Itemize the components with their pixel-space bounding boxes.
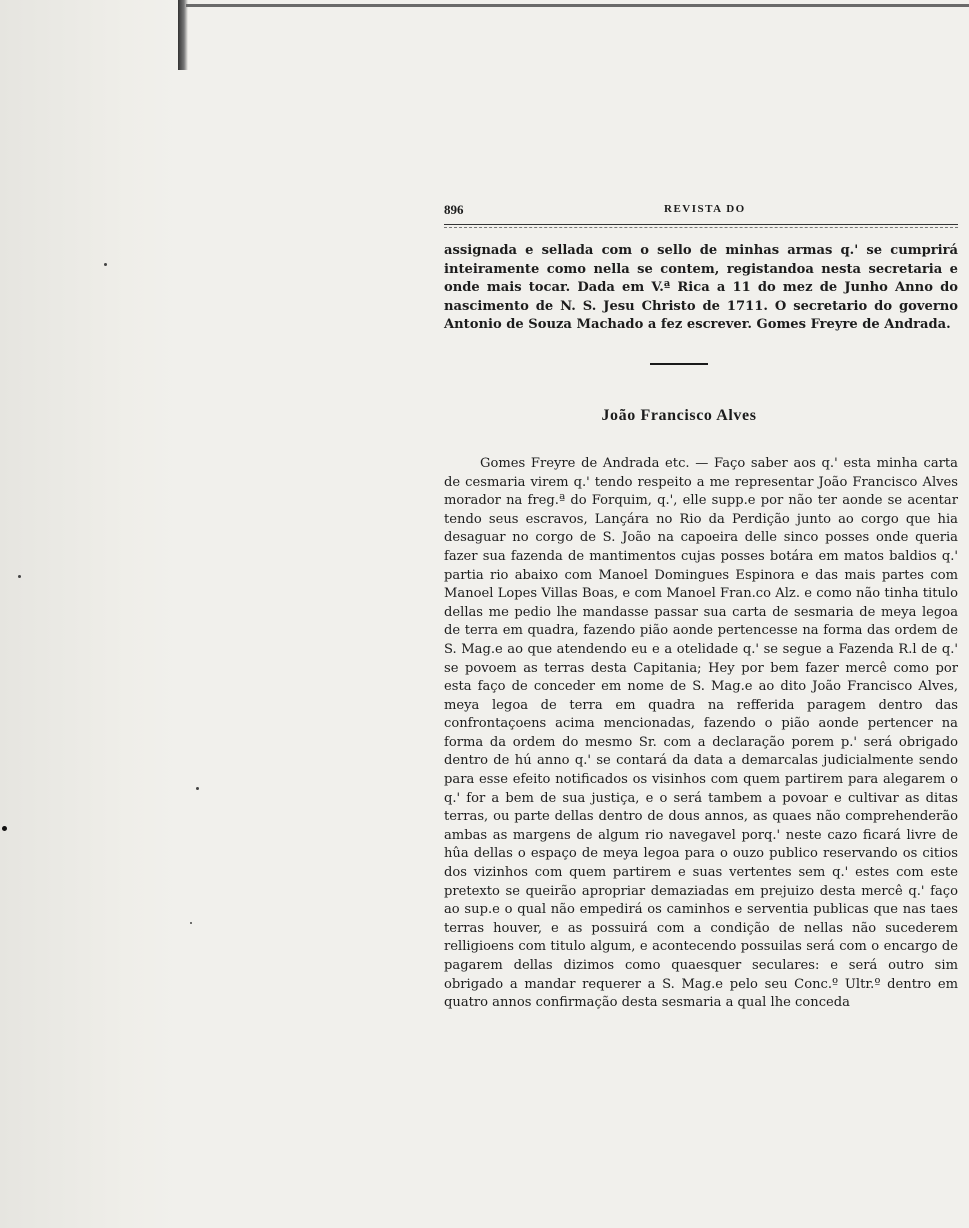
scan-speck [2, 826, 7, 831]
scan-speck [196, 787, 199, 790]
closing-paragraph: assignada e sellada com o sello de minhas armas q.' se cumprirá inteiramente como nella se contem, registandoa nesta secretaria e onde mais tocar. Dada em V.ª Rica a 11 do mez de Junho Anno do nascimento de N. S. Jesu Christo de 1711. O secretario do governo Antonio de Souza Machado a fez escrever. Gomes Freyre de Andrada. [444, 243, 958, 333]
book-page [444, 200, 958, 1013]
scan-speck [104, 263, 107, 266]
book-binding-edge [178, 0, 188, 70]
journal-title: REVISTA DO [664, 203, 746, 215]
scan-margin [0, 0, 180, 1228]
body-paragraph: Gomes Freyre de Andrada etc. — Faço saber aos q.' esta minha carta de cesmaria virem q.' tendo respeito a me representar João Francisco Alves morador na freg.ª do Forquim, q.', elle supp.e por não ter aonde se acentar tendo seus escravos, Lançára no Rio da Perdição junto ao corgo que hia desaguar no corgo de S. João na capoeira delle sinco posses onde queria fazer sua fazenda de mantimentos cujas posses botára em matos baldios q.' partia rio abaixo com Manoel Domingues Espinora e das mais partes com Manoel Lopes Villas Boas, e com Manoel Fran.co Alz. e como não tinha titulo dellas me pedio lhe mandasse passar sua carta de sesmaria de meya legoa de terra em quadra, fazendo pião aonde pertencesse na forma das ordem de S. Mag.e ao que atendendo eu e a otelidade q.' se segue a Fazenda R.l de q.' se povoem as terras desta Capitania; Hey por bem fazer mercê como por esta faço de conceder em nome de S. Mag.e ao dito João Francisco Alves, meya legoa de terra em quadra na refferida paragem dentro das confrontaçoens acima mencionadas, fazendo o pião aonde pertencer na forma da ordem do mesmo Sr. com a declaração porem p.' será obrigado dentro de hú anno q.' se contará da data a demarcalas judicialmente sendo para esse efeito notificados os visinhos com quem partirem para alegarem o q.' for a bem de sua justiça, e o será tambem a povoar e cultivar as ditas terras, ou parte dellas dentro de dous annos, as quaes não comprehenderão ambas as margens de algum rio navegavel porq.' neste cazo ficará livre de hûa dellas o espaço de meya legoa para o ouzo publico reservando os citios dos vizinhos com quem partirem e suas vertentes sem q.' estes com este pretexto se queirão apropriar demaziadas em prejuizo desta mercê q.' faço ao sup.e o qual não empedirá os caminhos e serventia publicas que nas taes terras houver, e as possuirá com a condição de nellas não sucederem relligioens com titulo algum, e acontecendo possuilas será com o encargo de pagarem dellas dizimos como quaesquer seculares: e será outro sim obrigado a mandar requerer a S. Mag.e pelo seu Conc.º Ultr.º dentro em quatro annos confirmação desta sesmaria a qual lhe conceda [444, 455, 958, 1011]
scan-speck [190, 922, 192, 924]
page-top-edge [186, 4, 969, 7]
section-title: João Francisco Alves [601, 406, 757, 424]
scan-speck [18, 575, 21, 578]
running-head [444, 200, 958, 218]
head-rule [444, 224, 958, 225]
head-rule-dashed [444, 227, 958, 228]
section-divider [650, 363, 708, 365]
page-number: 896 [444, 202, 464, 217]
